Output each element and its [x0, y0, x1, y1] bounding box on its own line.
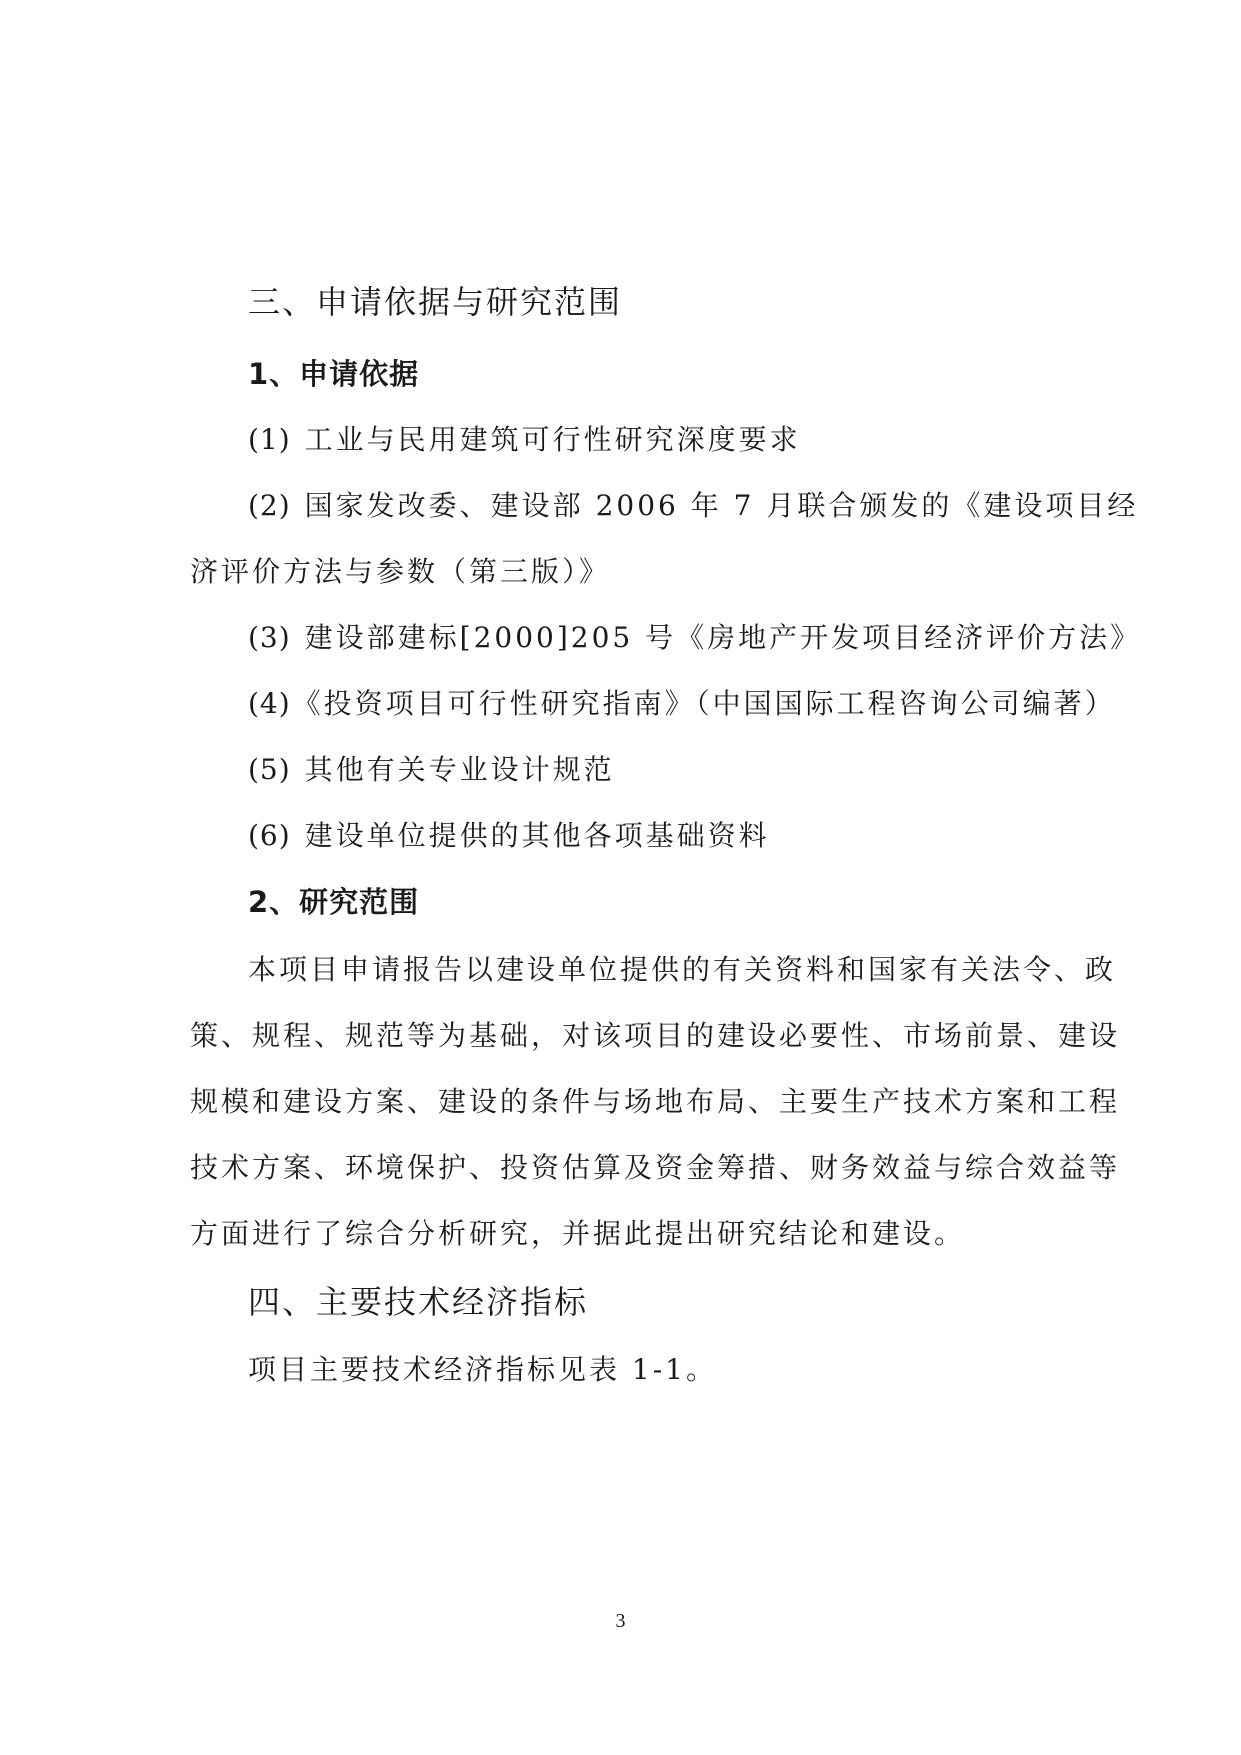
basis-item-text: 《投资项目可行性研究指南》（中国国际工程咨询公司编著）	[292, 687, 1116, 720]
scope-paragraph-line-3: 规模和建设方案、建设的条件与场地布局、主要生产技术方案和工程	[190, 1085, 1121, 1118]
basis-item-text: 建设部建标[2000]205 号《房地产开发项目经济评价方法》	[304, 621, 1142, 654]
basis-item-number: (2)	[248, 489, 291, 522]
basis-item-text: 建设单位提供的其他各项基础资料	[304, 819, 770, 852]
section-4-heading: 四、主要技术经济指标	[248, 1283, 589, 1321]
basis-item-text: 国家发改委、建设部 2006 年 7 月联合颁发的《建设项目经	[304, 489, 1139, 522]
basis-item-number: (6)	[248, 819, 291, 852]
basis-item-5	[248, 750, 615, 790]
basis-item-text: 工业与民用建筑可行性研究深度要求	[304, 423, 801, 456]
subsection-basis-heading: 1、申请依据	[248, 357, 420, 391]
scope-paragraph-line-5: 方面进行了综合分析研究，并据此提出研究结论和建设。	[190, 1217, 966, 1250]
basis-item-number: (3)	[248, 621, 291, 654]
basis-item-2-continuation: 济评价方法与参数（第三版）》	[190, 555, 611, 588]
basis-item-2	[248, 486, 1138, 526]
basis-item-number: (4)	[248, 687, 291, 720]
basis-item-4	[248, 684, 1116, 724]
basis-item-text: 其他有关专业设计规范	[304, 753, 615, 786]
basis-item-1	[248, 420, 801, 460]
scope-paragraph-line-2: 策、规程、规范等为基础，对该项目的建设必要性、市场前景、建设	[190, 1019, 1121, 1052]
basis-item-3	[248, 618, 1141, 658]
subsection-scope-heading: 2、研究范围	[248, 885, 420, 919]
section-3-heading: 三、申请依据与研究范围	[248, 283, 623, 321]
basis-item-6	[248, 816, 770, 856]
page-number: 3	[615, 1610, 626, 1632]
section-4-text: 项目主要技术经济指标见表 1-1。	[248, 1353, 717, 1386]
scope-paragraph-line-4: 技术方案、环境保护、投资估算及资金筹措、财务效益与综合效益等	[190, 1151, 1121, 1184]
basis-item-number: (5)	[248, 753, 291, 786]
basis-item-number: (1)	[248, 423, 291, 456]
scope-paragraph-line-1: 本项目申请报告以建设单位提供的有关资料和国家有关法令、政	[248, 953, 1117, 986]
